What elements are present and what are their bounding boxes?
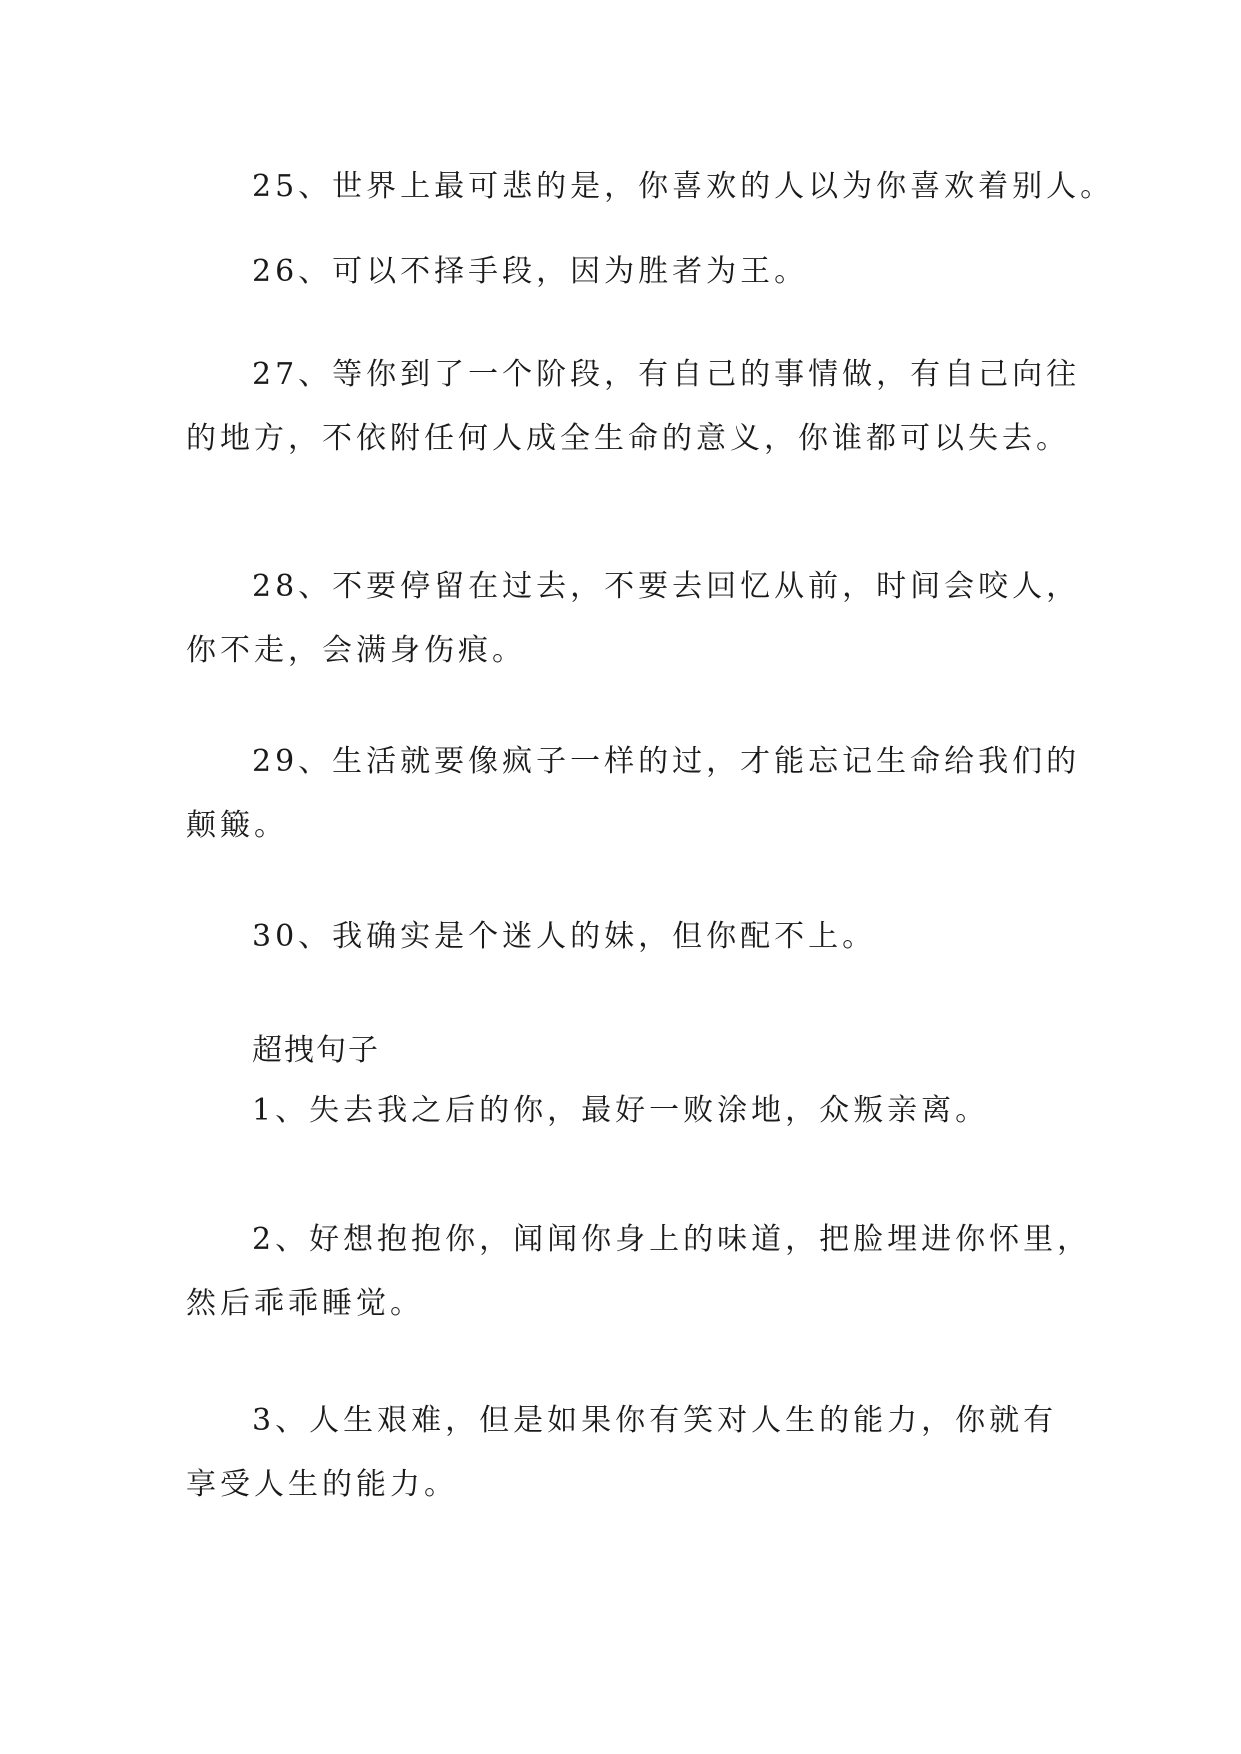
- paragraph-line: 28、不要停留在过去，不要去回忆从前，时间会咬人，: [252, 569, 1081, 604]
- paragraph-line: 29、生活就要像疯子一样的过，才能忘记生命给我们的: [252, 744, 1081, 779]
- paragraph-27: [186, 343, 1081, 471]
- paragraph-28: [186, 555, 1081, 683]
- section-paragraph-2: [186, 1208, 1092, 1336]
- paragraph-29: [186, 730, 1081, 858]
- paragraph-line: 25、世界上最可悲的是，你喜欢的人以为你喜欢着别人。: [252, 169, 1115, 204]
- paragraph-26: [186, 240, 1056, 304]
- paragraph-line: 然后乖乖睡觉。: [186, 1286, 424, 1321]
- paragraph-25: [186, 155, 1115, 219]
- section-paragraph-1: [186, 1079, 1056, 1143]
- paragraph-line: 26、可以不择手段，因为胜者为王。: [252, 254, 809, 289]
- paragraph-line: 2、好想抱抱你，闻闻你身上的味道，把脸埋进你怀里，: [252, 1222, 1092, 1257]
- paragraph-line: 30、我确实是个迷人的妹，但你配不上。: [252, 919, 877, 954]
- section-heading: 超拽句子: [252, 1033, 380, 1068]
- paragraph-line: 你不走，会满身伤痕。: [186, 633, 526, 668]
- section-paragraph-3: [186, 1389, 1056, 1517]
- paragraph-30: [186, 905, 1056, 969]
- paragraph-line: 1、失去我之后的你，最好一败涂地，众叛亲离。: [252, 1093, 990, 1128]
- paragraph-line: 颠簸。: [186, 808, 288, 843]
- paragraph-line: 的地方，不依附任何人成全生命的意义，你谁都可以失去。: [186, 421, 1070, 456]
- paragraph-line: 27、等你到了一个阶段，有自己的事情做，有自己向往: [252, 357, 1081, 392]
- paragraph-line: 3、人生艰难，但是如果你有笑对人生的能力，你就有: [252, 1403, 1058, 1438]
- paragraph-line: 享受人生的能力。: [186, 1467, 458, 1502]
